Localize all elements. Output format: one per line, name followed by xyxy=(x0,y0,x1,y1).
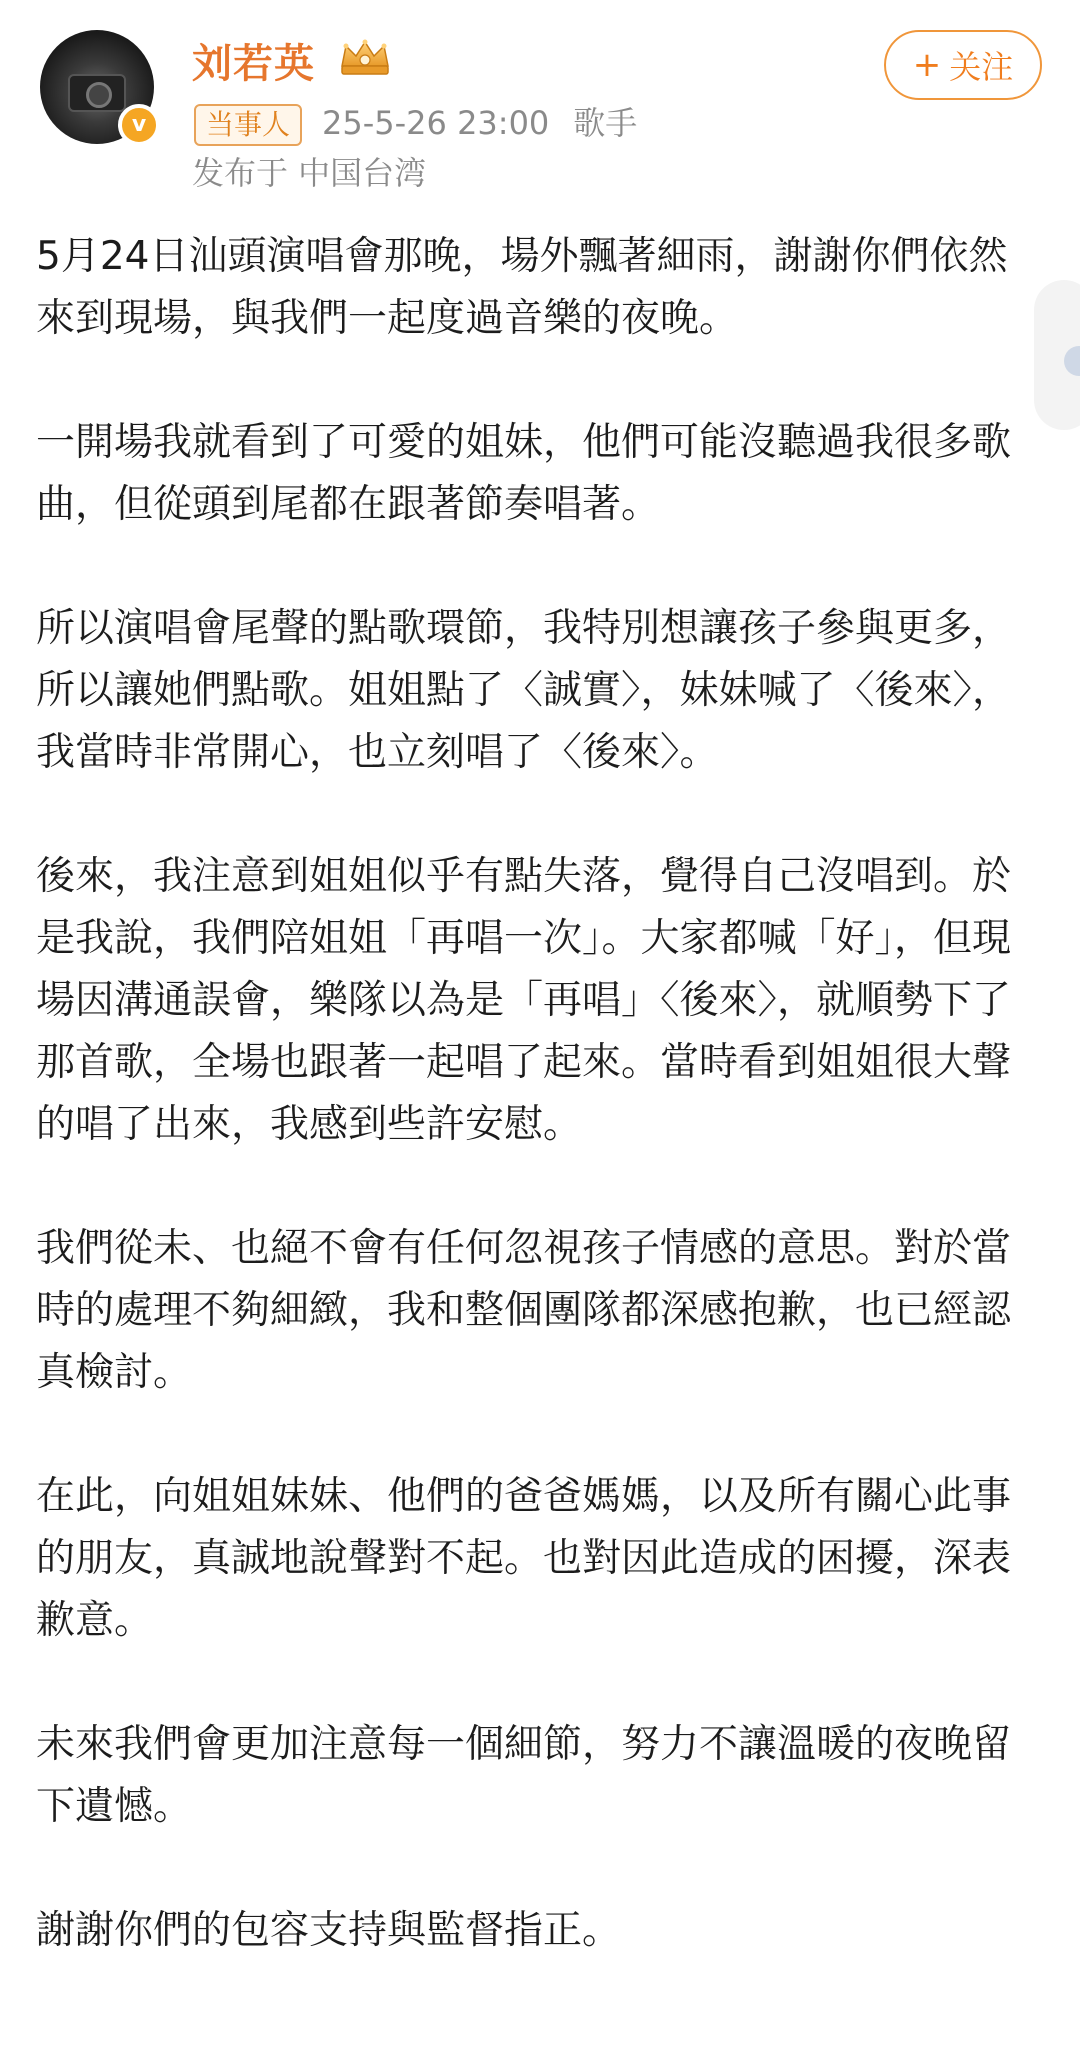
post-paragraph: 在此，向姐姐妹妹、他們的爸爸媽媽，以及所有關心此事的朋友，真誠地說聲對不起。也對因此造成的困擾，深表歉意。 xyxy=(36,1474,1012,1643)
follow-label: 关注 xyxy=(949,48,1014,86)
post-header xyxy=(0,0,1080,200)
post-paragraph: 5月24日汕頭演唱會那晚，場外飄著細雨，謝謝你們依然來到現場，與我們一起度過音樂的夜晚。 xyxy=(36,234,1008,341)
camera-photo xyxy=(68,74,126,112)
floating-icon xyxy=(1064,346,1080,376)
verified-badge-icon: v xyxy=(118,104,160,146)
post-location: 发布于 中国台湾 xyxy=(192,154,427,192)
author-name[interactable]: 刘若英 xyxy=(192,41,315,87)
author-role: 歌手 xyxy=(573,104,638,142)
post-body xyxy=(36,226,1036,2024)
post-paragraph: 一開場我就看到了可愛的姐妹，他們可能沒聽過我很多歌曲，但從頭到尾都在跟著節奏唱著。 xyxy=(36,420,1012,527)
post-paragraph: 未來我們會更加注意每一個細節，努力不讓溫暖的夜晚留下遺憾。 xyxy=(36,1722,1012,1829)
follow-button[interactable] xyxy=(884,30,1042,100)
side-floating-tab[interactable] xyxy=(1034,280,1080,430)
post-paragraph: 後來，我注意到姐姐似乎有點失落，覺得自己沒唱到。於是我說，我們陪姐姐「再唱一次」。大家都喊「好」，但現場因溝通誤會，樂隊以為是「再唱」〈後來〉，就順勢下了那首歌，全場也跟著一起唱了起來。當時看到姐姐很大聲的唱了出來，我感到些許安慰。 xyxy=(36,854,1012,1147)
crown-icon xyxy=(336,36,394,80)
plus-icon: + xyxy=(912,45,942,85)
status-badge: 当事人 xyxy=(194,104,302,146)
post-meta xyxy=(322,102,637,144)
post-paragraph: 我們從未、也絕不會有任何忽視孩子情感的意思。對於當時的處理不夠細緻，我和整個團隊都深感抱歉，也已經認真檢討。 xyxy=(36,1226,1012,1395)
post-paragraph: 謝謝你們的包容支持與監督指正。 xyxy=(36,1908,622,1953)
post-timestamp: 25-5-26 23:00 xyxy=(322,104,550,142)
post-paragraph: 所以演唱會尾聲的點歌環節，我特別想讓孩子參與更多，所以讓她們點歌。姐姐點了〈誠實〉，妹妹喊了〈後來〉，我當時非常開心，也立刻唱了〈後來〉。 xyxy=(36,606,1012,775)
